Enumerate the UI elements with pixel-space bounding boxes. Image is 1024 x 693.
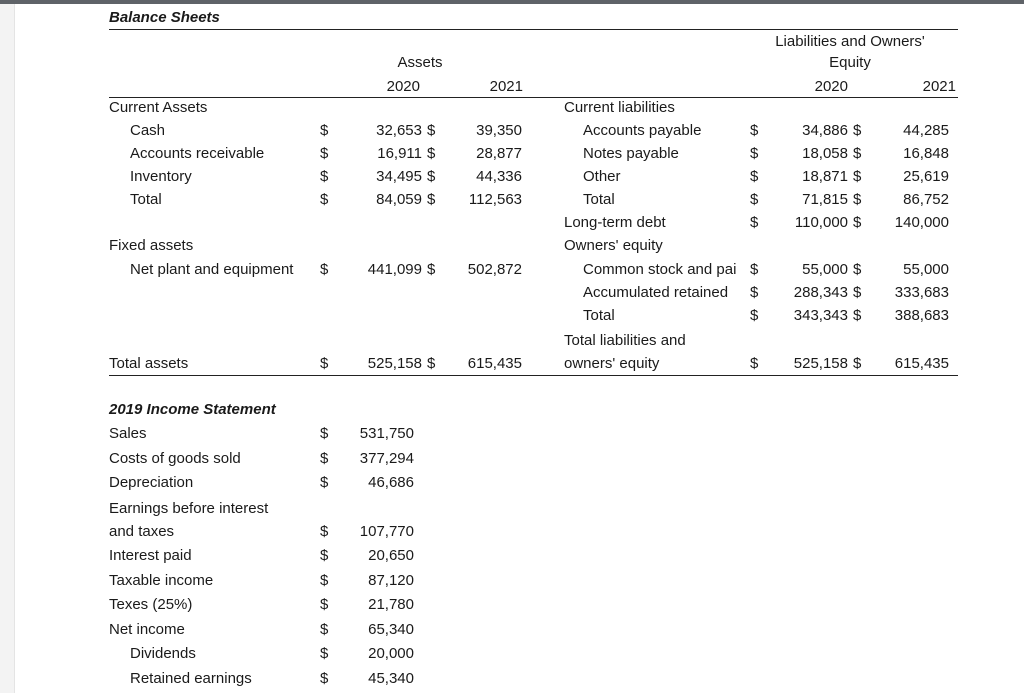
- asset-row-dollar-2021: $: [427, 145, 436, 162]
- equity-row-label: Total: [583, 307, 615, 324]
- liability-row-2021: 25,619: [903, 168, 949, 185]
- income-row-label: Retained earnings: [130, 670, 252, 687]
- income-row-dollar: $: [320, 572, 329, 589]
- long-term-debt-2020: 110,000: [794, 214, 848, 231]
- liability-row-dollar-2021: $: [853, 122, 862, 139]
- equity-row-dollar: $: [750, 284, 759, 301]
- income-row-dollar: $: [320, 474, 329, 491]
- income-row-value: 65,340: [368, 621, 414, 638]
- asset-row-dollar: $: [320, 145, 329, 162]
- long-term-debt-label: Long-term debt: [564, 214, 666, 231]
- income-row-value: 46,686: [368, 474, 414, 491]
- equity-row-2020: 288,343: [793, 284, 848, 301]
- liability-row-label: Notes payable: [583, 145, 679, 162]
- income-row-dollar: $: [320, 670, 329, 687]
- long-term-debt-dollar: $: [750, 214, 759, 231]
- total-liabilities-label-1: Total liabilities and: [564, 332, 686, 349]
- equity-row-2020: 55,000: [802, 261, 848, 278]
- total-assets-label: Total assets: [109, 355, 189, 372]
- total-assets-dollar: $: [320, 355, 329, 372]
- liability-row-label: Total: [583, 191, 615, 208]
- liability-row-label: Other: [583, 168, 621, 185]
- liability-row-2020: 34,886: [802, 122, 848, 139]
- liability-row-2021: 86,752: [903, 191, 949, 208]
- sheet-left-gutter: [0, 4, 15, 693]
- liabilities-year-2021: 2021: [922, 78, 956, 95]
- income-row-value: 21,780: [368, 596, 414, 613]
- total-assets-2021: 615,435: [467, 355, 522, 372]
- asset-row-dollar: $: [320, 168, 329, 185]
- income-row-label: Sales: [109, 425, 147, 442]
- income-row-label: Taxable income: [109, 572, 214, 589]
- liability-row-2021: 44,285: [903, 122, 949, 139]
- equity-row-2020: 343,343: [793, 307, 848, 324]
- asset-row-dollar-2021: $: [427, 122, 436, 139]
- income-row-dollar: $: [320, 621, 329, 638]
- liability-row-2020: 71,815: [802, 191, 848, 208]
- net-plant-2020: 441,099: [367, 261, 422, 278]
- equity-row-dollar-2021: $: [853, 284, 862, 301]
- liability-row-dollar: $: [750, 145, 759, 162]
- income-row-dollar: $: [320, 645, 329, 662]
- total-liabilities-2021: 615,435: [894, 355, 949, 372]
- long-term-debt-dollar-2021: $: [853, 214, 862, 231]
- total-liabilities-dollar: $: [750, 355, 759, 372]
- total-assets-dollar-2021: $: [427, 355, 436, 372]
- income-row-label: Depreciation: [109, 474, 194, 491]
- assets-year-2020: 2020: [386, 78, 420, 95]
- asset-row-label: Cash: [130, 122, 166, 139]
- asset-row-2020: 84,059: [376, 191, 422, 208]
- asset-row-dollar-2021: $: [427, 191, 436, 208]
- income-row-label: Texes (25%): [109, 596, 193, 613]
- window-top-border: [0, 0, 1024, 4]
- asset-row-2021: 39,350: [476, 122, 522, 139]
- asset-row-2020: 16,911: [377, 145, 422, 162]
- liability-row-2021: 16,848: [903, 145, 949, 162]
- income-row-label: Earnings before interest: [109, 500, 269, 517]
- income-row-dollar: $: [320, 547, 329, 564]
- total-liabilities-2020: 525,158: [793, 355, 848, 372]
- liability-row-dollar-2021: $: [853, 168, 862, 185]
- income-row-value: 45,340: [368, 670, 414, 687]
- assets-header: Assets: [397, 54, 443, 71]
- income-row-label: Costs of goods sold: [109, 450, 241, 467]
- asset-row-dollar-2021: $: [427, 168, 436, 185]
- asset-row-2021: 44,336: [476, 168, 522, 185]
- equity-row-2021: 333,683: [894, 284, 949, 301]
- asset-row-label: Accounts receivable: [130, 145, 265, 162]
- income-row-dollar: $: [320, 450, 329, 467]
- income-row-dollar: $: [320, 596, 329, 613]
- equity-row-label: Common stock and pai: [583, 261, 737, 278]
- income-row-value: 107,770: [359, 523, 414, 540]
- current-assets-title: Current Assets: [109, 99, 208, 116]
- liability-row-2020: 18,871: [802, 168, 848, 185]
- long-term-debt-2021: 140,000: [894, 214, 949, 231]
- total-assets-2020: 525,158: [367, 355, 422, 372]
- liability-row-dollar: $: [750, 168, 759, 185]
- total-liabilities-label-2: owners' equity: [564, 355, 660, 372]
- liabilities-header-line2: Equity: [829, 54, 871, 71]
- asset-row-2020: 34,495: [376, 168, 422, 185]
- liability-row-2020: 18,058: [802, 145, 848, 162]
- liabilities-year-2020: 2020: [814, 78, 848, 95]
- liability-row-dollar-2021: $: [853, 191, 862, 208]
- equity-row-label: Accumulated retained: [583, 284, 729, 301]
- header-bottom-rule: [109, 97, 958, 98]
- liabilities-header-line1: Liabilities and Owners': [775, 33, 925, 50]
- net-plant-label: Net plant and equipment: [130, 261, 294, 278]
- asset-row-2021: 28,877: [476, 145, 522, 162]
- equity-row-dollar: $: [750, 307, 759, 324]
- asset-row-label: Inventory: [130, 168, 192, 185]
- income-row-value: 377,294: [359, 450, 414, 467]
- totals-bottom-rule: [109, 375, 958, 376]
- income-row-label: and taxes: [109, 523, 175, 540]
- income-row-value: 531,750: [359, 425, 414, 442]
- equity-row-dollar-2021: $: [853, 307, 862, 324]
- asset-row-label: Total: [130, 191, 162, 208]
- income-row-label: Dividends: [130, 645, 196, 662]
- fixed-assets-title: Fixed assets: [109, 237, 194, 254]
- net-plant-dollar: $: [320, 261, 329, 278]
- net-plant-dollar-2021: $: [427, 261, 436, 278]
- current-liabilities-title: Current liabilities: [564, 99, 675, 116]
- asset-row-2020: 32,653: [376, 122, 422, 139]
- asset-row-2021: 112,563: [468, 191, 522, 208]
- income-statement-title: 2019 Income Statement: [109, 401, 276, 418]
- asset-row-dollar: $: [320, 191, 329, 208]
- liability-row-dollar: $: [750, 191, 759, 208]
- income-row-label: Interest paid: [109, 547, 192, 564]
- liability-row-dollar-2021: $: [853, 145, 862, 162]
- equity-row-2021: 388,683: [894, 307, 949, 324]
- equity-row-dollar-2021: $: [853, 261, 862, 278]
- equity-row-dollar: $: [750, 261, 759, 278]
- income-row-value: 20,000: [368, 645, 414, 662]
- net-plant-2021: 502,872: [467, 261, 522, 278]
- equity-row-2021: 55,000: [903, 261, 949, 278]
- owners-equity-title: Owners' equity: [564, 237, 663, 254]
- income-row-dollar: $: [320, 425, 329, 442]
- assets-year-2021: 2021: [489, 78, 523, 95]
- income-row-value: 87,120: [368, 572, 414, 589]
- header-top-rule: [109, 29, 958, 30]
- income-row-value: 20,650: [368, 547, 414, 564]
- total-liabilities-dollar-2021: $: [853, 355, 862, 372]
- balance-sheet-title: Balance Sheets: [109, 9, 220, 26]
- liability-row-dollar: $: [750, 122, 759, 139]
- income-row-label: Net income: [109, 621, 185, 638]
- liability-row-label: Accounts payable: [583, 122, 702, 139]
- income-row-dollar: $: [320, 523, 329, 540]
- asset-row-dollar: $: [320, 122, 329, 139]
